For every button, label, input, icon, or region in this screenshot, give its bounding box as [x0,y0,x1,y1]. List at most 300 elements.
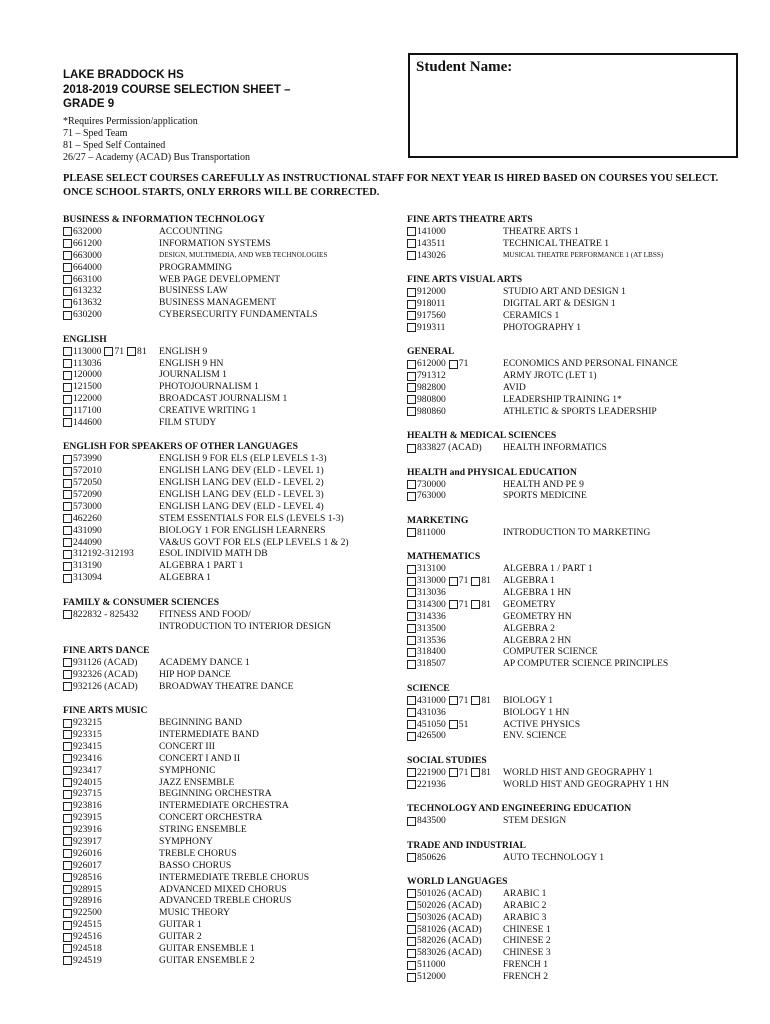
course-name: STUDIO ART AND DESIGN 1 [503,286,626,298]
course-checkbox[interactable] [471,577,480,586]
course-checkbox[interactable] [407,973,416,982]
course-checkbox[interactable] [63,885,72,894]
course-code: 141000 [417,226,446,237]
course-checkbox[interactable] [407,395,416,404]
course-row [407,815,747,827]
course-code: 923916 [73,824,102,836]
course-checkbox[interactable] [63,562,72,571]
course-checkbox[interactable] [471,696,480,705]
course-checkbox[interactable] [63,730,72,739]
course-codes [407,719,503,731]
course-checkbox[interactable] [407,565,416,574]
course-name: CHINESE 2 [503,935,551,947]
course-checkbox[interactable] [63,574,72,583]
course-row [63,812,393,824]
course-checkbox[interactable] [407,300,416,309]
course-checkbox[interactable] [407,528,416,537]
course-checkbox[interactable] [63,742,72,751]
course-checkbox[interactable] [63,227,72,236]
course-code: 313190 [73,560,102,572]
course-checkbox[interactable] [63,299,72,308]
course-code: 81 [481,766,491,778]
section-general [407,346,747,417]
course-code: 926016 [73,847,102,859]
course-row [407,767,747,779]
course-checkbox[interactable] [63,479,72,488]
course-row [407,658,747,670]
course-code: 924516 [73,931,102,943]
course-codes [63,800,159,812]
course-row [407,358,747,370]
course-checkbox[interactable] [407,949,416,958]
course-checkbox[interactable] [407,817,416,826]
course-row [63,753,393,765]
course-checkbox[interactable] [63,467,72,476]
course-codes [407,238,503,250]
course-name: ESOL INDIVID MATH DB [159,548,268,560]
course-name: SYMPHONIC [159,764,216,776]
course-checkbox[interactable] [63,455,72,464]
course-checkbox[interactable] [407,636,416,645]
course-checkbox[interactable] [63,490,72,499]
course-checkbox[interactable] [449,360,458,369]
course-checkbox[interactable] [63,837,72,846]
course-row [63,525,393,537]
course-checkbox[interactable] [407,600,416,609]
course-row [63,309,393,321]
course-code: 791312 [417,370,446,382]
course-checkbox[interactable] [407,660,416,669]
course-name: INTERMEDIATE ORCHESTRA [159,800,289,812]
section-title: SOCIAL STUDIES [407,754,487,766]
course-name: ENV. SCIENCE [503,730,567,742]
course-checkbox[interactable] [407,612,416,621]
course-code: 632000 [73,226,102,237]
course-codes [407,599,503,611]
course-checkbox[interactable] [63,682,72,691]
section-social-studies [407,755,747,791]
course-checkbox[interactable] [471,768,480,777]
course-code: 811000 [417,526,446,538]
course-checkbox[interactable] [449,696,458,705]
section-title: MATHEMATICS [407,551,481,563]
course-codes [63,285,159,297]
course-code: 912000 [417,286,446,298]
course-checkbox[interactable] [407,383,416,392]
course-row [407,575,747,587]
course-code: 926017 [73,859,102,871]
course-row [63,836,393,848]
course-checkbox[interactable] [63,802,72,811]
course-row [63,788,393,800]
course-checkbox[interactable] [407,720,416,729]
course-row [63,943,393,955]
course-checkbox[interactable] [63,849,72,858]
course-row [63,717,393,729]
course-name: ACTIVE PHYSICS [503,718,581,730]
course-checkbox[interactable] [407,288,416,297]
course-name: ENGLISH 9 HN [159,357,224,369]
course-checkbox[interactable] [63,610,72,619]
section-trade-and-industrial [407,840,747,864]
course-checkbox[interactable] [449,577,458,586]
course-code: 81 [481,575,491,587]
course-row [63,907,393,919]
course-checkbox[interactable] [127,347,136,356]
course-code: 918011 [417,298,446,310]
course-checkbox[interactable] [407,239,416,248]
course-codes [63,537,159,549]
course-row [63,417,393,429]
course-row [63,453,393,465]
course-name: COMPUTER SCIENCE [503,646,598,658]
course-codes [407,623,503,635]
course-codes [407,959,503,971]
course-checkbox[interactable] [449,720,458,729]
course-checkbox[interactable] [63,275,72,284]
section-title: TECHNOLOGY AND ENGINEERING EDUCATION [407,803,632,815]
course-checkbox[interactable] [407,372,416,381]
section-family-and-consumer-sciences [63,597,393,633]
course-checkbox[interactable] [407,492,416,501]
course-checkbox[interactable] [63,778,72,787]
course-row [63,297,393,309]
course-codes [407,707,503,719]
course-codes [407,924,503,936]
course-codes [63,753,159,765]
section-title: WORLD LANGUAGES [407,875,508,887]
course-codes [63,919,159,931]
course-checkbox[interactable] [407,780,416,789]
course-checkbox[interactable] [407,889,416,898]
course-codes [407,935,503,947]
course-row [63,513,393,525]
course-code: 763000 [417,490,446,502]
section-title: ENGLISH [63,333,107,345]
course-name: LEADERSHIP TRAINING 1* [503,393,622,405]
course-checkbox[interactable] [407,768,416,777]
course-row [63,274,393,286]
course-row [407,370,747,382]
course-code: 71 [458,766,469,778]
section-title: HEALTH and PHYSICAL EDUCATION [407,466,577,478]
legend-note-sped-team: 71 – Sped Team [63,127,128,139]
course-checkbox[interactable] [407,624,416,633]
course-checkbox[interactable] [407,937,416,946]
course-checkbox[interactable] [407,708,416,717]
section-fine-arts-music [63,705,393,967]
course-checkbox[interactable] [63,407,72,416]
course-codes [407,779,503,791]
course-checkbox[interactable] [63,347,72,356]
course-code: 923715 [73,788,102,800]
course-row [407,935,747,947]
course-checkbox[interactable] [407,480,416,489]
course-checkbox[interactable] [63,311,72,320]
course-name: SPORTS MEDICINE [503,490,587,502]
course-row [63,262,393,274]
course-row [407,310,747,322]
course-row [63,537,393,549]
course-name: PHOTOJOURNALISM 1 [159,381,259,393]
course-codes [63,955,159,967]
course-row [407,563,747,575]
course-codes [407,852,503,864]
course-row [63,931,393,943]
course-codes [407,971,503,983]
course-checkbox[interactable] [407,913,416,922]
course-row [407,611,747,623]
course-codes [407,382,503,394]
course-checkbox[interactable] [63,538,72,547]
course-code: 917560 [417,309,446,321]
course-name: ECONOMICS AND PERSONAL FINANCE [503,358,678,370]
course-codes [63,741,159,753]
course-name: ADVANCED TREBLE CHORUS [159,895,292,907]
course-codes [63,453,159,465]
course-codes [63,417,159,429]
course-checkbox[interactable] [407,444,416,453]
course-name: STRING ENSEMBLE [159,824,247,836]
section-title: ENGLISH FOR SPEAKERS OF OTHER LANGUAGES [63,441,298,453]
course-name: GUITAR 1 [159,919,202,931]
course-codes [63,812,159,824]
course-checkbox[interactable] [471,600,480,609]
course-name: BUSINESS LAW [159,285,228,297]
course-row [407,912,747,924]
course-code: 928916 [73,895,102,907]
course-checkbox[interactable] [63,814,72,823]
course-row [63,346,393,358]
course-checkbox[interactable] [407,901,416,910]
section-title: FINE ARTS THEATRE ARTS [407,214,533,225]
course-checkbox[interactable] [63,383,72,392]
course-checkbox[interactable] [407,323,416,332]
course-code: 613632 [73,297,102,309]
course-code: 630200 [73,309,102,321]
course-checkbox[interactable] [63,418,72,427]
course-code: 843500 [417,815,446,827]
section-title: SCIENCE [407,682,450,694]
course-codes [63,297,159,309]
course-checkbox[interactable] [63,658,72,667]
course-code: 928915 [73,883,102,895]
course-name: ACCOUNTING [159,226,223,237]
course-codes [407,298,503,310]
course-name: ARABIC 1 [503,887,547,899]
course-row [63,895,393,907]
course-checkbox[interactable] [63,826,72,835]
course-codes [63,465,159,477]
course-name: MUSIC THEORY [159,907,230,919]
course-name: WORLD HIST AND GEOGRAPHY 1 [503,766,653,778]
course-name: BROADCAST JOURNALISM 1 [159,393,288,405]
section-science [407,683,747,743]
course-checkbox[interactable] [63,287,72,296]
course-checkbox[interactable] [63,873,72,882]
course-checkbox[interactable] [407,696,416,705]
course-checkbox[interactable] [407,853,416,862]
course-name: BIOLOGY 1 HN [503,706,570,718]
course-row [407,322,747,334]
course-checkbox[interactable] [449,600,458,609]
course-name: THEATRE ARTS 1 [503,226,579,237]
course-name: ENGLISH 9 [159,345,208,357]
course-row [63,848,393,860]
course-checkbox[interactable] [63,956,72,965]
course-checkbox[interactable] [407,407,416,416]
course-row [63,621,393,633]
course-checkbox[interactable] [63,921,72,930]
course-name: INTERMEDIATE TREBLE CHORUS [159,871,310,883]
course-code: 143026 [417,249,446,261]
course-code: 923415 [73,740,102,752]
course-codes [63,346,159,358]
course-codes [63,931,159,943]
course-name: MUSICAL THEATRE PERFORMANCE 1 (AT LBSS) [503,250,664,259]
course-checkbox[interactable] [63,514,72,523]
course-row [63,465,393,477]
course-row [407,250,747,262]
course-row [63,250,393,262]
course-row [407,587,747,599]
course-codes [407,250,503,262]
course-checkbox[interactable] [63,395,72,404]
course-code: 923315 [73,729,102,740]
course-checkbox[interactable] [407,732,416,741]
course-codes [407,322,503,334]
course-name: GEOMETRY HN [503,610,572,622]
course-name: GUITAR 2 [159,931,202,943]
course-checkbox[interactable] [63,526,72,535]
course-checkbox[interactable] [63,670,72,679]
course-row [407,490,747,502]
course-code: 431000 [417,694,446,706]
course-name: DESIGN, MULTIMEDIA, AND WEB TECHNOLOGIES [159,250,328,259]
course-codes [63,226,159,238]
course-code: 613232 [73,285,102,297]
course-code: 582026 (ACAD) [417,935,482,947]
course-checkbox[interactable] [63,263,72,272]
course-codes [63,765,159,777]
course-checkbox[interactable] [104,347,113,356]
course-row [407,888,747,900]
selection-warning: PLEASE SELECT COURSES CAREFULLY AS INSTRUCTIONAL STAFF FOR NEXT YEAR IS HIRED BASED ON COURSES YOU SELECT. ONCE SCHOOL STARTS, ONLY ERRORS WILL BE CORRECTED. [63,173,719,198]
course-checkbox[interactable] [63,239,72,248]
course-name: BEGINNING BAND [159,717,242,729]
course-checkbox[interactable] [63,897,72,906]
course-codes [63,824,159,836]
course-row [407,599,747,611]
course-checkbox[interactable] [407,588,416,597]
sheet-title: 2018-2019 COURSE SELECTION SHEET – [63,83,291,96]
course-codes [407,767,503,779]
course-code: 923416 [73,752,102,764]
course-code: 923915 [73,812,102,824]
course-checkbox[interactable] [407,360,416,369]
course-codes [407,370,503,382]
course-checkbox[interactable] [63,359,72,368]
course-checkbox[interactable] [63,933,72,942]
course-checkbox[interactable] [407,961,416,970]
course-checkbox[interactable] [63,502,72,511]
course-row [63,872,393,884]
course-checkbox[interactable] [407,648,416,657]
student-name-box[interactable] [408,53,738,158]
course-row [407,646,747,658]
course-name: FRENCH 1 [503,959,549,971]
course-codes [63,717,159,729]
course-row [63,860,393,872]
course-checkbox[interactable] [449,768,458,777]
course-row [63,572,393,584]
course-name: ALGEBRA 1 / PART 1 [503,563,593,575]
course-name: BIOLOGY 1 [503,694,554,706]
course-code: 612000 [417,358,446,370]
course-code: 924015 [73,776,102,788]
course-name: ENGLISH LANG DEV (ELD - LEVEL 4) [159,500,324,512]
course-row [63,729,393,741]
course-codes [407,575,503,587]
course-checkbox[interactable] [63,371,72,380]
course-checkbox[interactable] [63,550,72,559]
course-name: CHINESE 3 [503,947,551,959]
course-checkbox[interactable] [407,577,416,586]
course-code: 313036 [417,587,446,599]
course-checkbox[interactable] [407,227,416,236]
course-checkbox[interactable] [63,790,72,799]
course-checkbox[interactable] [63,754,72,763]
course-codes [407,406,503,418]
course-checkbox[interactable] [407,925,416,934]
section-marketing [407,515,747,539]
course-codes [63,250,159,262]
course-row [407,479,747,491]
course-checkbox[interactable] [407,251,416,260]
student-name-label: Student Name: [416,59,513,75]
course-code: 71 [458,575,469,587]
course-code: 573990 [73,453,102,465]
course-codes [407,527,503,539]
course-code: 122000 [73,393,102,405]
school-name: LAKE BRADDOCK HS [63,69,184,81]
section-title: HEALTH & MEDICAL SCIENCES [407,430,557,442]
course-code: 314336 [417,610,446,622]
course-checkbox[interactable] [63,861,72,870]
course-code: 501026 (ACAD) [417,887,482,899]
course-codes [63,274,159,286]
course-code: 924518 [73,943,102,955]
course-code: 318400 [417,646,446,658]
course-name: WORLD HIST AND GEOGRAPHY 1 HN [503,778,670,790]
course-code: 661200 [73,237,102,249]
course-checkbox[interactable] [63,944,72,953]
section-health-and-medical-sciences [407,430,747,454]
course-code: 581026 (ACAD) [417,923,482,935]
course-row [63,369,393,381]
course-checkbox[interactable] [63,766,72,775]
course-row [63,489,393,501]
course-codes [63,405,159,417]
course-code: 71 [114,345,125,357]
course-row [407,394,747,406]
course-code: 924519 [73,954,102,966]
course-checkbox[interactable] [407,311,416,320]
course-checkbox[interactable] [63,719,72,728]
course-checkbox[interactable] [63,251,72,260]
course-row [63,919,393,931]
course-checkbox[interactable] [63,909,72,918]
